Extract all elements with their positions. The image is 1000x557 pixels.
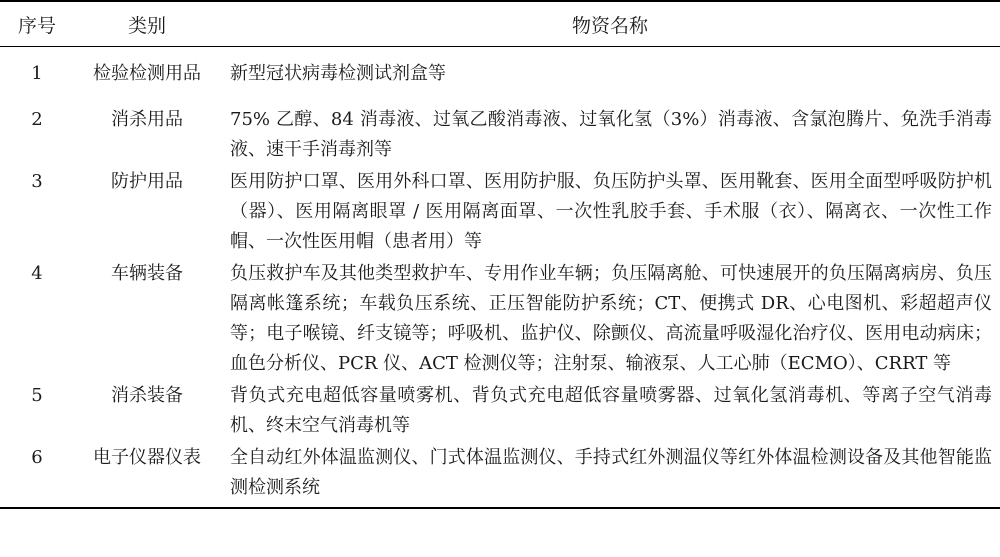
row-items: 全自动红外体温监测仪、门式体温监测仪、手持式红外测温仪等红外体温检测设备及其他智能监测检测系统	[220, 441, 1000, 508]
header-category: 类别	[74, 1, 220, 47]
row-index: 5	[31, 385, 43, 406]
header-items: 物资名称	[220, 1, 1000, 47]
row-items: 医用防护口罩、医用外科口罩、医用防护服、负压防护头罩、医用靴套、医用全面型呼吸防护机（器）、医用隔离眼罩 / 医用隔离面罩、一次性乳胶手套、手术服（衣）、隔离衣、一次性工作帽、一次性医用帽（患者用）等	[230, 171, 992, 252]
row-category: 防护用品	[111, 171, 183, 192]
row-category: 检验检测用品	[93, 63, 201, 84]
table-row	[0, 257, 1000, 379]
table-row	[0, 441, 1000, 508]
row-index: 2	[31, 109, 43, 130]
row-index: 1	[31, 63, 43, 84]
header-index: 序号	[0, 1, 74, 47]
table-row	[0, 47, 1000, 104]
table-row	[0, 379, 1000, 441]
row-items: 背负式充电超低容量喷雾机、背负式充电超低容量喷雾器、过氧化氢消毒机、等离子空气消毒机、终末空气消毒机等	[230, 385, 992, 436]
row-category: 消杀用品	[111, 109, 183, 130]
row-category: 电子仪器仪表	[74, 441, 220, 508]
table-row	[0, 103, 1000, 165]
row-items: 负压救护车及其他类型救护车、专用作业车辆；负压隔离舱、可快速展开的负压隔离病房、负压隔离帐篷系统；车载负压系统、正压智能防护系统；CT、便携式 DR、心电图机、彩超超声仪等；电子喉镜、纤支镜等；呼吸机、监护仪、除颤仪、高流量呼吸湿化治疗仪、医用电动病床；血色分析仪、PCR 仪、ACT 检测仪等；注射泵、输液泵、人工心肺（ECMO）、CRRT 等	[230, 263, 992, 374]
row-index: 4	[31, 263, 43, 284]
row-category: 消杀装备	[111, 385, 183, 406]
table-row	[0, 165, 1000, 257]
row-index: 6	[0, 441, 74, 508]
header-row	[0, 1, 1000, 47]
row-items: 新型冠状病毒检测试剂盒等	[230, 63, 446, 84]
row-category: 车辆装备	[111, 263, 183, 284]
row-index: 3	[31, 171, 43, 192]
row-items: 75% 乙醇、84 消毒液、过氧乙酸消毒液、过氧化氢（3%）消毒液、含氯泡腾片、免洗手消毒液、速干手消毒剂等	[230, 109, 992, 160]
